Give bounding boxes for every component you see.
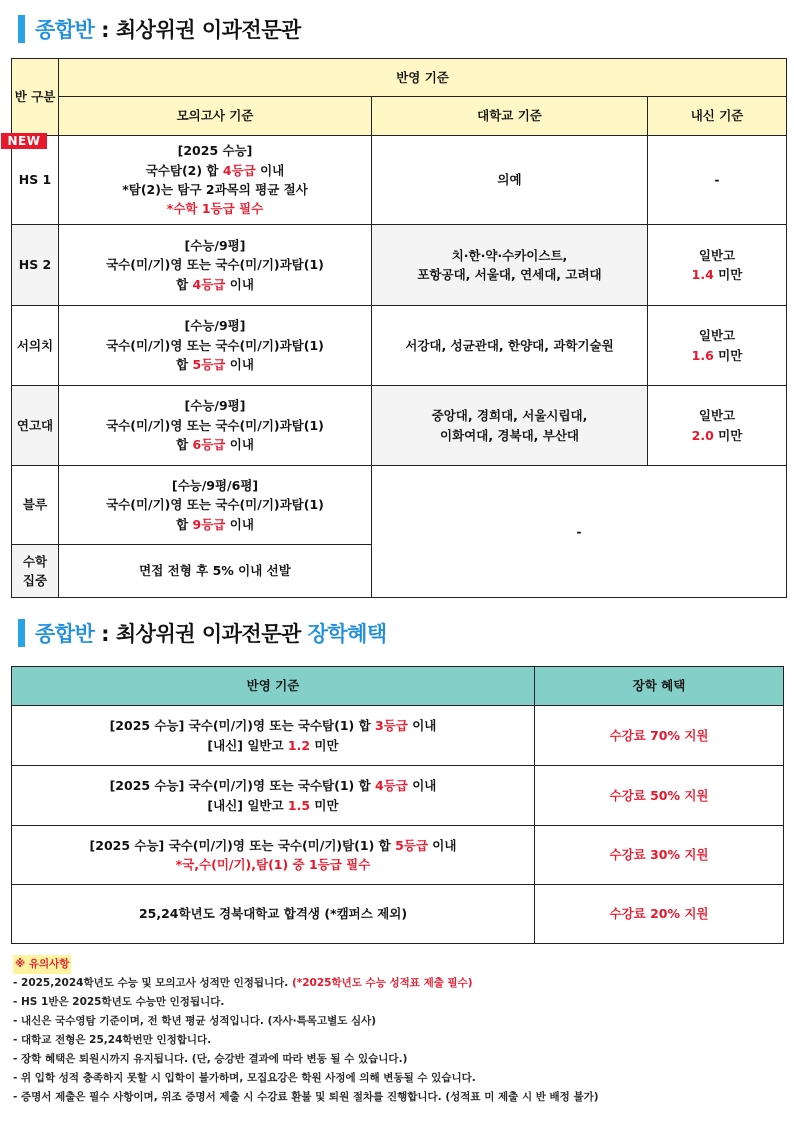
criteria-line [12, 736, 534, 755]
grade-highlight: 4등급 [192, 276, 226, 292]
criteria-text: [내신] 일반고 [207, 797, 288, 813]
school-grade [648, 346, 786, 365]
new-badge: NEW [1, 133, 47, 149]
mock-text: 이내 [255, 162, 285, 178]
mock-text: 이내 [225, 357, 254, 373]
univ-criteria: 서강대, 성균관대, 한양대, 과학기술원 [372, 306, 648, 386]
notice-title: ※ 유의사항 [13, 955, 71, 974]
section-title-scholarship [18, 618, 387, 648]
table-row [12, 306, 787, 386]
criteria-line [12, 836, 534, 855]
school-criteria [648, 306, 787, 386]
mock-criteria [59, 306, 372, 386]
class-name: HS 1 [12, 136, 59, 225]
criteria-line-required: *국,수(미/기),탐(1) 중 1등급 필수 [175, 857, 371, 872]
title-dark-text: : 최상위권 이과전문관 [94, 622, 308, 646]
grade-highlight: 1.5 [287, 797, 311, 813]
grade-highlight: 6등급 [192, 437, 226, 453]
header-criteria: 반영 기준 [12, 667, 535, 706]
notice-text: - 2025,2024학년도 수능 및 모의고사 성적만 인정됩니다. [13, 977, 292, 989]
class-name: 서의치 [12, 306, 59, 386]
univ-line: 치·한·약·수카이스트, [451, 247, 568, 263]
criteria-line [12, 796, 534, 815]
scholarship-criteria [12, 706, 535, 766]
title-accent-bar [18, 619, 25, 647]
school-criteria [648, 386, 787, 466]
scholarship-criteria [12, 826, 535, 885]
criteria-text: 미만 [310, 797, 339, 813]
table-row [12, 706, 784, 766]
grade-highlight: 9등급 [192, 516, 226, 532]
class-name-line: 집중 [22, 573, 48, 588]
grade-highlight: 5등급 [192, 357, 226, 373]
mock-text: 이내 [225, 437, 254, 453]
scholarship-criteria [12, 766, 535, 826]
notice-item: - 위 입학 성적 충족하지 못할 시 입학이 불가하며, 모집요강은 학원 사정에 의해 변동될 수 있습니다. [13, 1072, 476, 1084]
school-grade [648, 426, 786, 445]
mock-text: 합 [176, 276, 193, 292]
univ-criteria: 의예 [372, 136, 648, 225]
scholarship-benefit: 수강료 70% 지원 [535, 706, 784, 766]
criteria-text: [2025 수능] 국수(미/기)영 또는 국수(미/기)탐(1) 합 [89, 837, 396, 853]
scholarship-benefit: 수강료 20% 지원 [535, 885, 784, 944]
class-name: HS 2 [12, 225, 59, 306]
grade-highlight: 4등급 [222, 162, 256, 178]
table-row [12, 885, 784, 944]
title-blue-text-2: 장학혜택 [307, 622, 387, 646]
grade-highlight: 4등급 [375, 778, 408, 794]
scholarship-benefit: 수강료 50% 지원 [535, 766, 784, 826]
univ-line: 이화여대, 경북대, 부산대 [440, 427, 579, 443]
grade-highlight: 1.2 [287, 737, 311, 753]
criteria-line [12, 776, 534, 795]
merged-univ-school-cell: - [372, 466, 787, 598]
mock-line: [수능/9평] [184, 398, 246, 414]
scholarship-criteria: 25,24학년도 경북대학교 합격생 (*캠퍼스 제외) [12, 885, 535, 944]
school-suffix: 미만 [713, 267, 743, 282]
table-row [12, 136, 787, 225]
title-blue-text: 종합반 [35, 622, 95, 646]
school-criteria [648, 225, 787, 306]
mock-criteria [59, 136, 372, 225]
notice-item: - HS 1반은 2025학년도 수능만 인정됩니다. [13, 996, 225, 1008]
mock-line: [수능/9평] [184, 237, 246, 253]
mock-line [59, 275, 371, 294]
school-type: 일반고 [698, 247, 736, 263]
notice-item: - 대학교 전형은 25,24학번만 인정합니다. [13, 1034, 212, 1046]
criteria-text: 이내 [407, 718, 437, 734]
table-row [12, 225, 787, 306]
mock-line [59, 515, 371, 534]
school-suffix: 미만 [713, 427, 743, 443]
mock-text: 합 [176, 437, 193, 453]
mock-line: 국수(미/기)영 또는 국수(미/기)과탐(1) [106, 417, 324, 433]
school-grade [648, 265, 786, 284]
criteria-text: 이내 [427, 837, 457, 853]
notice-item: - 장학 혜택은 퇴원시까지 유지됩니다. (단, 승강반 결과에 따라 변동 될 수 있습니다.) [13, 1053, 408, 1065]
mock-text: 합 [176, 516, 193, 532]
title-dark-text: : 최상위권 이과전문관 [94, 18, 301, 42]
mock-line: 국수(미/기)영 또는 국수(미/기)과탐(1) [106, 257, 324, 273]
table-row [12, 766, 784, 826]
table-row [12, 386, 787, 466]
mock-criteria [59, 386, 372, 466]
mock-line: 국수(미/기)영 또는 국수(미/기)과탐(1) [106, 497, 324, 513]
school-type: 일반고 [698, 408, 736, 424]
mock-text: 이내 [225, 516, 254, 532]
title-blue-text: 종합반 [35, 18, 95, 42]
mock-line: [수능/9평] [184, 318, 246, 334]
table-row [12, 826, 784, 885]
univ-line: 포항공대, 서울대, 연세대, 고려대 [417, 267, 602, 282]
mock-criteria: 면접 전형 후 5% 이내 선발 [59, 545, 372, 598]
criteria-text: [2025 수능] 국수(미/기)영 또는 국수탐(1) 합 [109, 778, 376, 794]
section-title-classes [18, 14, 301, 44]
header-benefit: 장학 혜택 [535, 667, 784, 706]
mock-line: [수능/9평/6평] [171, 477, 259, 493]
header-mock: 모의고사 기준 [59, 97, 372, 136]
criteria-text: 이내 [407, 778, 437, 794]
mock-criteria [59, 225, 372, 306]
criteria-text: [2025 수능] 국수(미/기)영 또는 국수탐(1) 합 [109, 718, 376, 734]
notice-section [13, 955, 783, 1107]
grade-highlight: 3등급 [375, 718, 408, 734]
mock-line: *탐(2)는 탐구 2과목의 평균 절사 [122, 182, 308, 197]
mock-line [59, 435, 371, 454]
header-school: 내신 기준 [648, 97, 787, 136]
univ-criteria [372, 225, 648, 306]
mock-line [59, 355, 371, 374]
criteria-line [12, 716, 534, 735]
header-univ: 대학교 기준 [372, 97, 648, 136]
grade-highlight: 1.4 [691, 267, 714, 282]
mock-line: 국수(미/기)영 또는 국수(미/기)과탐(1) [106, 337, 324, 353]
mock-line: [2025 수능] [177, 143, 253, 159]
notice-item: - 내신은 국수영탐 기준이며, 전 학년 평균 성적입니다. (자사·특목고별도 심사) [13, 1015, 377, 1027]
univ-line: 중앙대, 경희대, 서울시립대, [431, 408, 588, 424]
notice-item: - 증명서 제출은 필수 사항이며, 위조 증명서 제출 시 수강료 환불 및 퇴원 절차를 진행합니다. (성적표 미 제출 시 반 배정 불가) [13, 1091, 599, 1103]
header-criteria: 반영 기준 [59, 59, 787, 97]
table-row [12, 466, 787, 545]
class-name [12, 545, 59, 598]
grade-highlight: 5등급 [395, 837, 428, 853]
grade-highlight: 1.6 [691, 347, 714, 363]
mock-text: 국수탐(2) 합 [145, 162, 223, 178]
notice-item [13, 974, 783, 993]
mock-text: 합 [176, 357, 193, 373]
class-name-line: 수학 [22, 553, 48, 569]
school-suffix: 미만 [713, 347, 743, 363]
class-criteria-table [11, 58, 787, 598]
school-criteria: - [648, 136, 787, 225]
mock-text: 이내 [225, 276, 254, 292]
class-name: 블루 [12, 466, 59, 545]
header-class-col: 반 구분 [12, 59, 59, 136]
class-name: 연고대 [12, 386, 59, 466]
scholarship-table [11, 666, 784, 944]
criteria-text: [내신] 일반고 [207, 737, 288, 753]
mock-line-required: *수학 1등급 필수 [166, 201, 264, 217]
notice-highlight: (*2025학년도 수능 성적표 제출 필수) [291, 977, 473, 989]
univ-criteria [372, 386, 648, 466]
mock-line [59, 161, 371, 180]
grade-highlight: 2.0 [691, 427, 714, 443]
school-type: 일반고 [698, 328, 736, 344]
scholarship-benefit: 수강료 30% 지원 [535, 826, 784, 885]
criteria-text: 미만 [310, 737, 339, 753]
title-accent-bar [18, 15, 25, 43]
mock-criteria [59, 466, 372, 545]
